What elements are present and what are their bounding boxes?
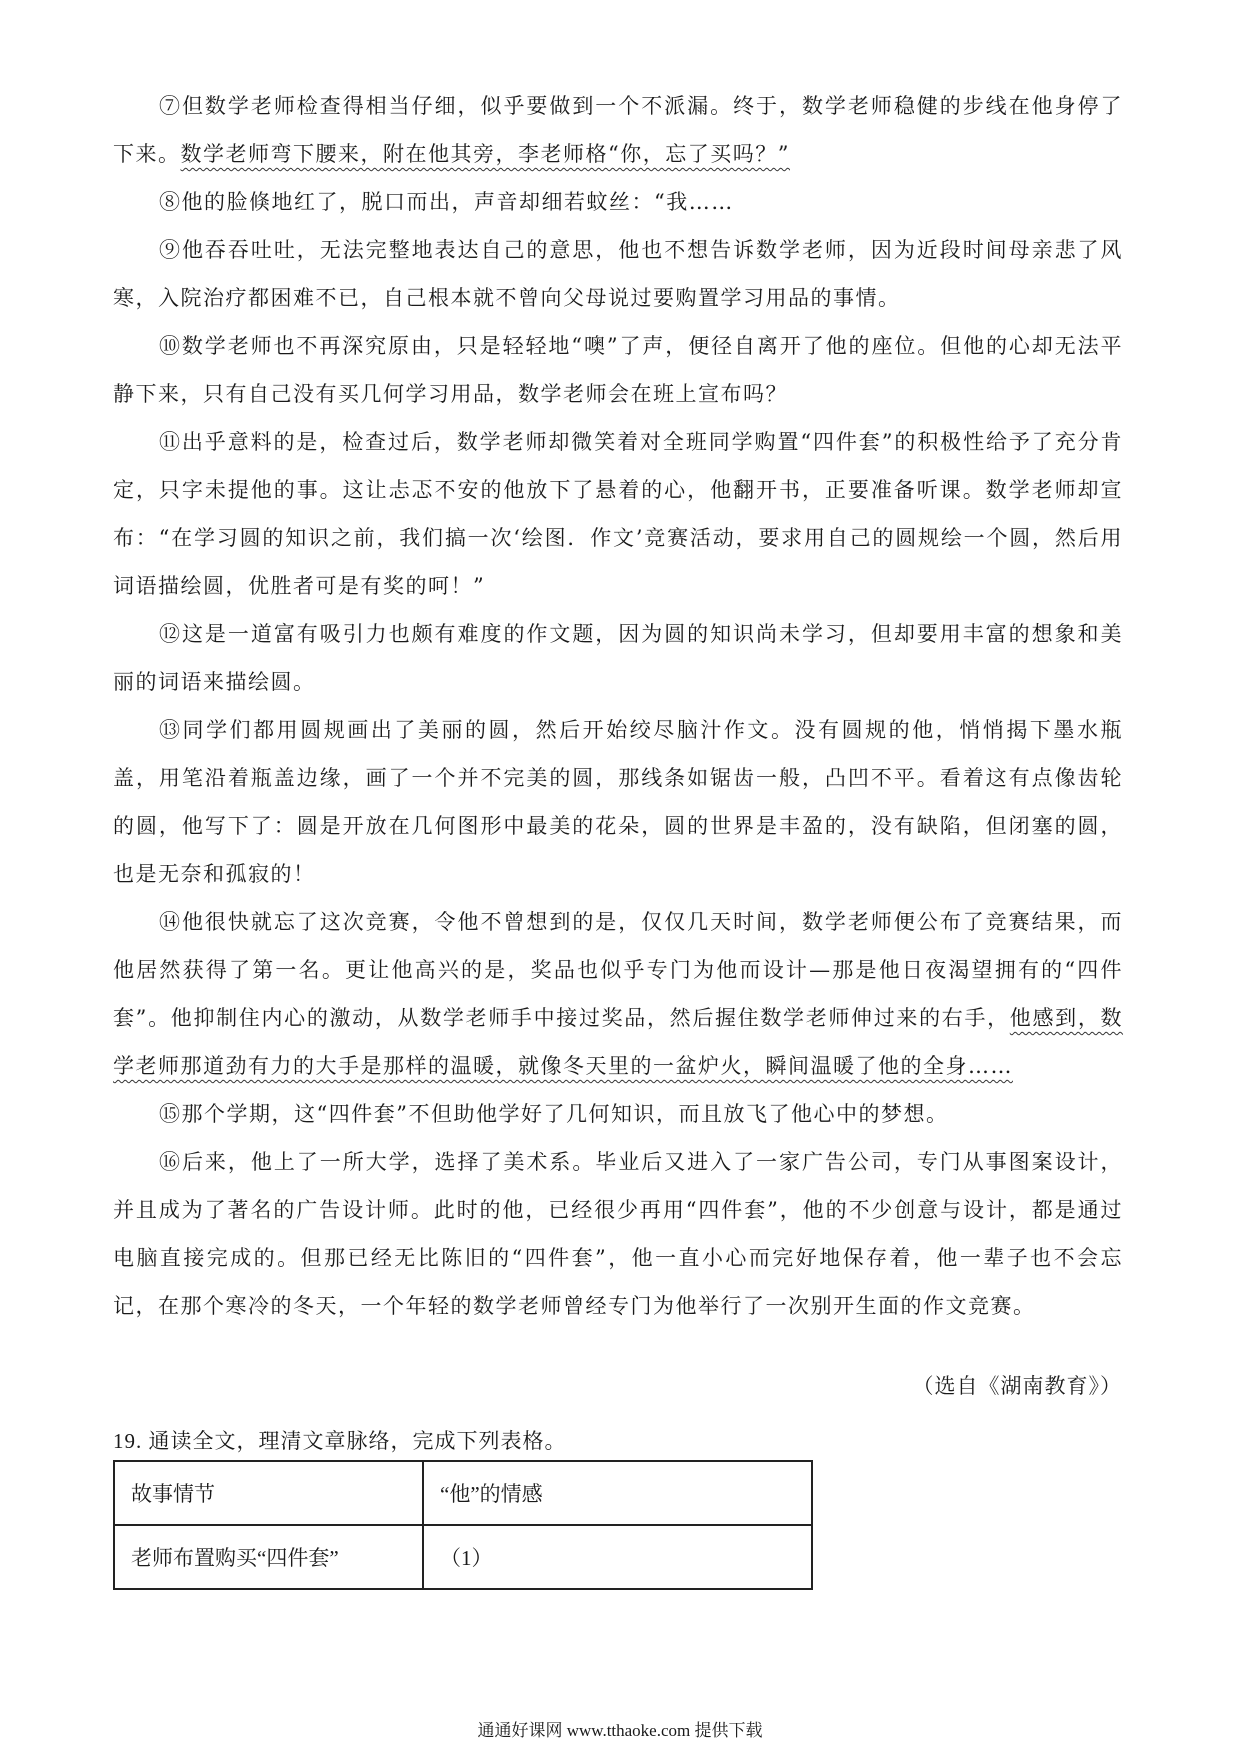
paragraph-10	[113, 322, 1123, 418]
source-citation: （选自《湖南教育》）	[912, 1374, 1122, 1398]
paragraph-14-underlined-text: 他感到，数学老师那道劲有力的大手是那样的温暖，就像冬天里的一盆炉火，瞬间温暖了他的全身……	[113, 1006, 1124, 1078]
paragraph-10-text: ⑩数学老师也不再深究原由，只是轻轻地“噢”了声，便径自离开了他的座位。但他的心却无法平静下来，只有自己没有买几何学习用品，数学老师会在班上宣布吗？	[113, 334, 1123, 406]
table-header-row	[114, 1461, 812, 1525]
paragraph-8-text: ⑧他的脸倏地红了，脱口而出，声音却细若蚊丝：“我……	[159, 190, 734, 214]
question-19: 19. 通读全文，理清文章脉络，完成下列表格。	[113, 1429, 567, 1453]
paragraph-8	[113, 178, 1123, 226]
paragraph-11-text: ⑪出乎意料的是，检查过后，数学老师却微笑着对全班同学购置“四件套”的积极性给予了充分肯定，只字未提他的事。这让忐忑不安的他放下了悬着的心，他翻开书，正要准备听课。数学老师却宣布：“在学习圆的知识之前，我们搞一次‘绘图．作文’竞赛活动，要求用自己的圆规绘一个圆，然后用词语描绘圆，优胜者可是有奖的呵！”	[113, 430, 1123, 598]
table-row	[114, 1525, 812, 1589]
paragraph-14-text: ⑭他很快就忘了这次竞赛，令他不曾想到的是，仅仅几天时间，数学老师便公布了竞赛结果，而他居然获得了第一名。更让他高兴的是，奖品也似乎专门为他而设计—那是他日夜渴望拥有的“四件套”。他抑制住内心的激动，从数学老师手中接过奖品，然后握住数学老师伸过来的右手，	[113, 910, 1123, 1030]
paragraph-16	[113, 1138, 1123, 1330]
paragraph-15	[113, 1090, 1123, 1138]
paragraph-16-text: ⑯后来，他上了一所大学，选择了美术系。毕业后又进入了一家广告公司，专门从事图案设计，并且成为了著名的广告设计师。此时的他，已经很少再用“四件套”，他的不少创意与设计，都是通过电脑直接完成的。但那已经无比陈旧的“四件套”，他一直小心而完好地保存着，他一辈子也不会忘记，在那个寒冷的冬天，一个年轻的数学老师曾经专门为他举行了一次别开生面的作文竞赛。	[113, 1150, 1123, 1318]
table-header-emotion: “他”的情感	[423, 1461, 812, 1525]
paragraph-7-text: ⑦但数学老师检查得相当仔细，似乎要做到一个不派漏。终于，数学老师稳健的步线在他身停了下来。	[113, 94, 1123, 166]
table-cell-plot: 老师布置购买“四件套”	[114, 1525, 423, 1589]
paragraph-14	[113, 898, 1123, 1090]
paragraph-15-text: ⑮那个学期，这“四件套”不但助他学好了几何知识，而且放飞了他心中的梦想。	[159, 1102, 949, 1126]
paragraph-11	[113, 418, 1123, 610]
paragraph-12	[113, 610, 1123, 706]
paragraph-7-underlined-text: 数学老师弯下腰来，附在他其旁，李老师格“你，忘了买吗？”	[180, 142, 790, 166]
paragraph-12-text: ⑫这是一道富有吸引力也颇有难度的作文题，因为圆的知识尚未学习，但却要用丰富的想象和美丽的词语来描绘圆。	[113, 622, 1123, 694]
paragraph-13	[113, 706, 1123, 898]
table-header-plot: 故事情节	[114, 1461, 423, 1525]
paragraph-9	[113, 226, 1123, 322]
paragraph-7	[113, 82, 1123, 178]
table-cell-answer-blank[interactable]: （1）	[423, 1525, 812, 1589]
footer-credit: 通通好课网 www.tthaoke.com 提供下载	[477, 1721, 763, 1740]
paragraph-9-text: ⑨他吞吞吐吐，无法完整地表达自己的意思，他也不想告诉数学老师，因为近段时间母亲悲了风寒，入院治疗都困难不已，自己根本就不曾向父母说过要购置学习用品的事情。	[113, 238, 1123, 310]
story-table	[113, 1460, 813, 1590]
paragraph-13-text: ⑬同学们都用圆规画出了美丽的圆，然后开始绞尽脑汁作文。没有圆规的他，悄悄揭下墨水瓶盖，用笔沿着瓶盖边缘，画了一个并不完美的圆，那线条如锯齿一般，凸凹不平。看着这有点像齿轮的圆，他写下了：圆是开放在几何图形中最美的花朵，圆的世界是丰盈的，没有缺陷，但闭塞的圆，也是无奈和孤寂的！	[113, 718, 1123, 886]
